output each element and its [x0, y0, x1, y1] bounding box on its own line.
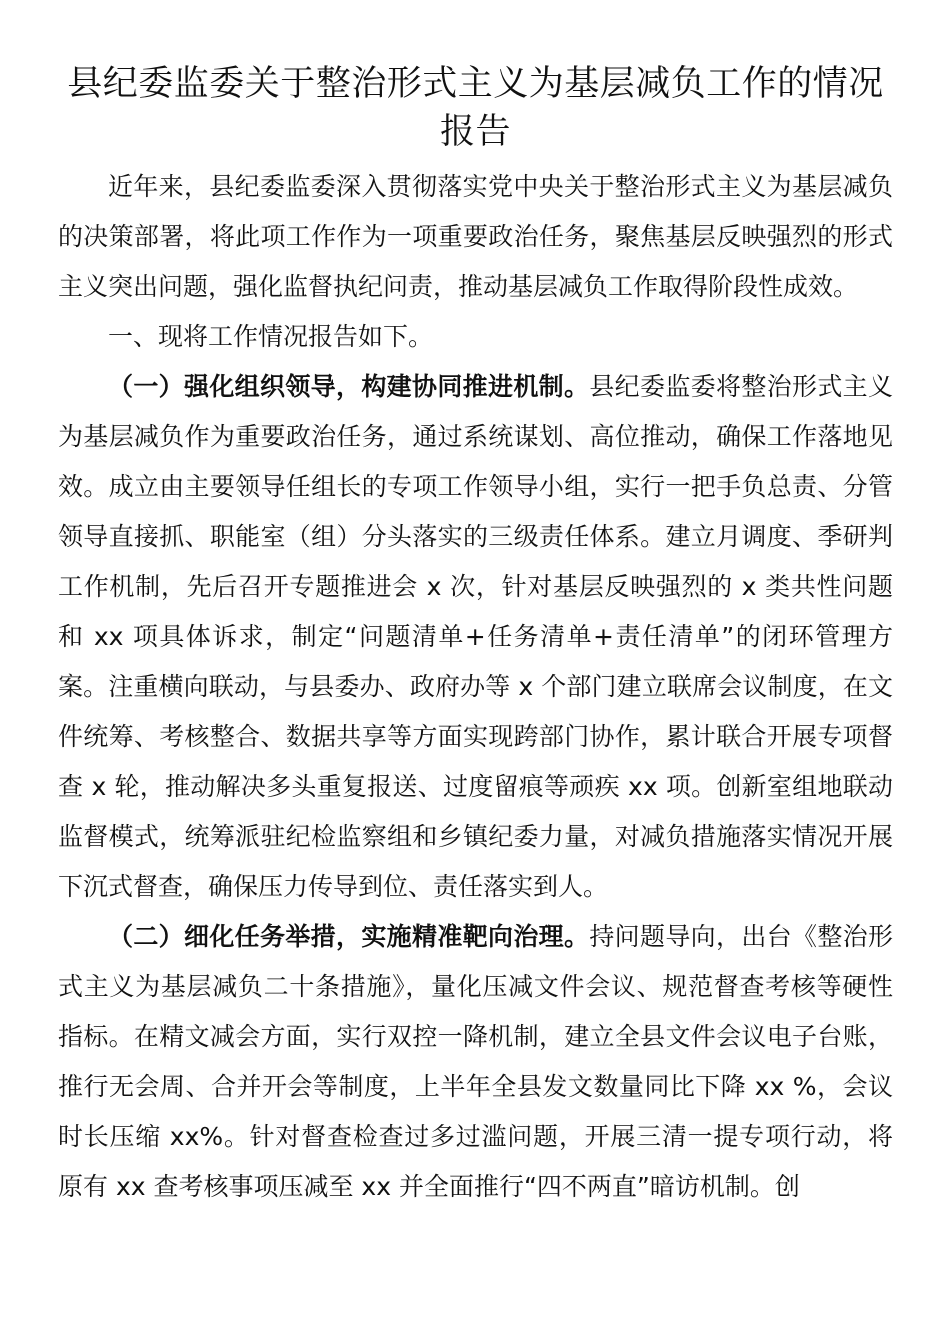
section-heading: 一、现将工作情况报告如下。 — [108, 322, 434, 351]
section-2-body: 持问题导向，出台《整治形式主义为基层减负二十条措施》，量化压减文件会议、规范督查考核等硬性指标。在精文减会方面，实行双控一降机制，建立全县文件会议电子台账，推行无会周、合并开会等制度，上半年全县发文数量同比下降 xx %，会议时长压缩 xx%。针对督查检查过多过滥问题，开展三清一提专项行动，将原有 xx 查考核事项压减至 xx 并全面推行“四不两直”暗访机制。创 — [58, 922, 893, 1201]
section-2-lead: （二）细化任务举措，实施精准靶向治理。 — [108, 922, 590, 951]
section-1-lead: （一）强化组织领导，构建协同推进机制。 — [108, 372, 590, 401]
section-1-paragraph — [58, 362, 893, 912]
section-2-paragraph — [58, 912, 893, 1212]
document-title: 县纪委监委关于整治形式主义为基层减负工作的情况报告 — [67, 64, 884, 152]
intro-paragraph: 近年来，县纪委监委深入贯彻落实党中央关于整治形式主义为基层减负的决策部署，将此项工作作为一项重要政治任务，聚焦基层反映强烈的形式主义突出问题，强化监督执纪问责，推动基层减负工作取得阶段性成效。 — [58, 172, 893, 301]
section-1-body: 县纪委监委将整治形式主义为基层减负作为重要政治任务，通过系统谋划、高位推动，确保工作落地见效。成立由主要领导任组长的专项工作领导小组，实行一把手负总责、分管领导直接抓、职能室（组）分头落实的三级责任体系。建立月调度、季研判工作机制，先后召开专题推进会 x 次，针对基层反映强烈的 x 类共性问题和 xx 项具体诉求，制定“问题清单+任务清单+责任清单”的闭环管理方案。注重横向联动，与县委办、政府办等 x 个部门建立联席会议制度，在文件统筹、考核整合、数据共享等方面实现跨部门协作，累计联合开展专项督查 x 轮，推动解决多头重复报送、过度留痕等顽疾 xx 项。创新室组地联动监督模式，统筹派驻纪检监察组和乡镇纪委力量，对减负措施落实情况开展下沉式督查，确保压力传导到位、责任落实到人。 — [58, 372, 893, 901]
